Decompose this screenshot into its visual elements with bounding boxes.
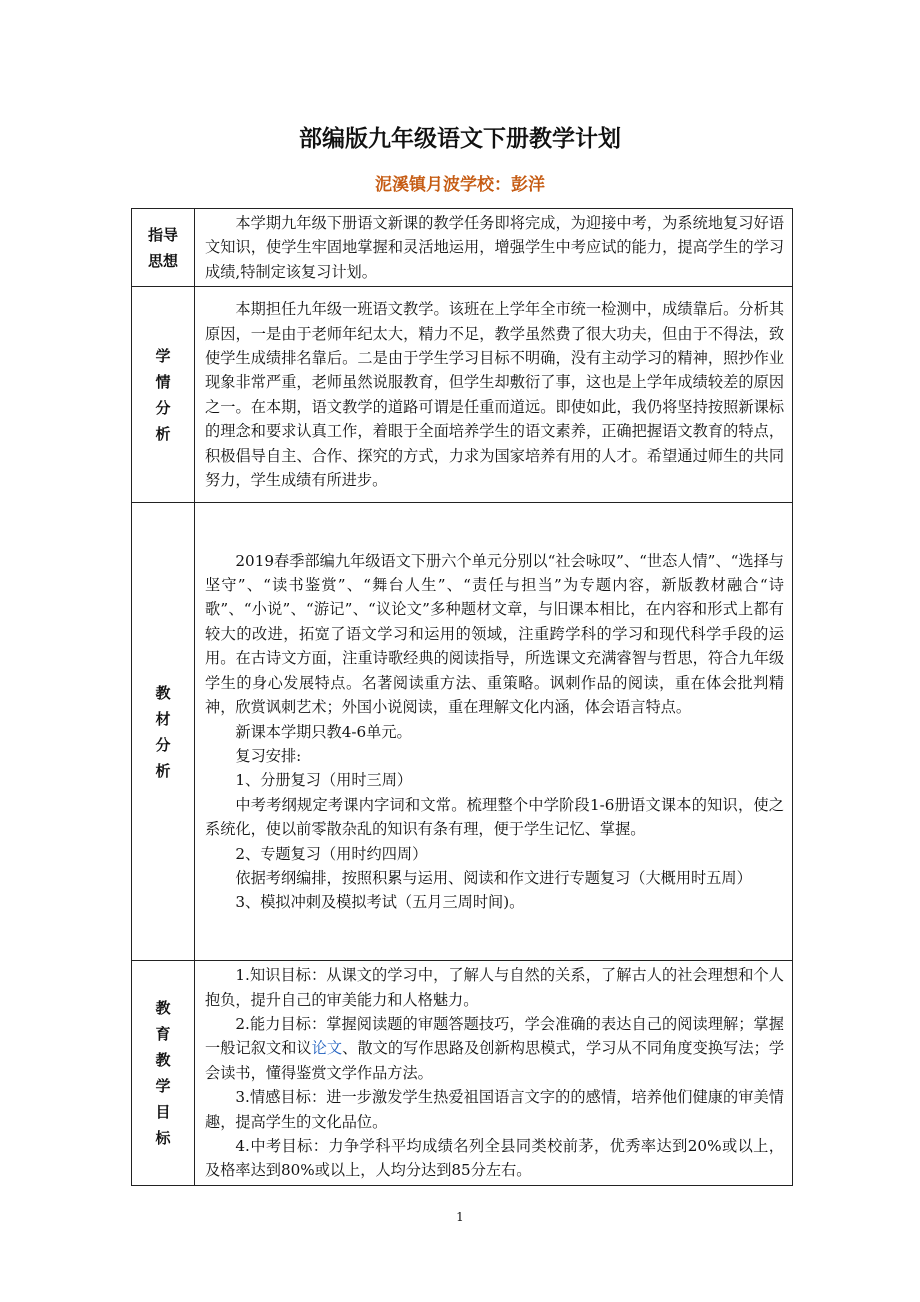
row-textbook bbox=[132, 503, 793, 961]
label-char: 教 bbox=[155, 999, 171, 1018]
page-number: 1 bbox=[456, 1210, 464, 1224]
label-char: 析 bbox=[155, 424, 171, 443]
text-run: 2.能力目标：掌握阅读题的审题答题技巧，学会准确的表达自己的阅读理解；掌握一般记叙文和议 bbox=[205, 1015, 784, 1058]
paragraph: 1.知识目标：从课文的学习中，了解人与自然的关系，了解古人的社会理想和个人抱负，提升自己的审美能力和人格魅力。 bbox=[205, 966, 784, 1009]
label-char: 材 bbox=[155, 709, 171, 728]
label-char: 目 bbox=[155, 1103, 171, 1122]
text-run: 、散文的写作思路及创新构思模式，学习从不同角度变换写法；学会读书，懂得鉴赏文学作品方法。 bbox=[205, 1039, 785, 1082]
row-students bbox=[132, 287, 793, 503]
essay-link[interactable]: 论文 bbox=[311, 1039, 343, 1058]
label-char: 指导 bbox=[147, 225, 178, 244]
paragraph: 2019春季部编九年级语文下册六个单元分别以“社会咏叹”、“世态人情”、“选择与坚守”、“读书鉴赏”、“舞台人生”、“责任与担当”为专题内容，新版教材融合“诗歌”、“小说”、“游记”、“议论文”多种题材文章，与旧课本相比，在内容和形式上都有较大的改进，拓宽了语文学习和运用的领域，注重跨学科的学习和现代科学手段的运用。在古诗文方面，注重诗歌经典的阅读指导，所选课文充满睿智与哲思，符合九年级学生的身心发展特点。名著阅读重方法、重策略。讽刺作品的阅读，重在体会批判精神，欣赏讽刺艺术；外国小说阅读，重在理解文化内涵，体会语言特点。 bbox=[205, 551, 784, 717]
paragraph: 新课本学期只教4-6单元。 bbox=[235, 722, 412, 741]
paragraph: 3.情感目标：进一步激发学生热爱祖国语言文字的的感情，培养他们健康的审美情趣，提高学生的文化品位。 bbox=[205, 1088, 784, 1131]
paragraph: 1、分册复习（用时三周） bbox=[235, 771, 413, 790]
author-line: 泥溪镇月波学校：彭洋 bbox=[375, 175, 545, 195]
paragraph: 中考考纲规定考课内字词和文常。梳理整个中学阶段1-6册语文课本的知识，使之系统化，使以前零散杂乱的知识有条有理，便于学生记忆、掌握。 bbox=[205, 795, 784, 839]
label-char: 分 bbox=[155, 735, 171, 754]
paragraph: 3、模拟冲刺及模拟考试（五月三周时间)。 bbox=[235, 893, 525, 912]
label-char: 情 bbox=[155, 372, 171, 391]
label-guiding bbox=[132, 209, 195, 287]
row-goals bbox=[132, 961, 793, 1186]
paragraph: 本学期九年级下册语文新课的教学任务即将完成，为迎接中考，为系统地复习好语文知识，使学生牢固地掌握和灵活地运用，增强学生中考应试的能力，提高学生的学习成绩,特制定该复习计划。 bbox=[205, 214, 784, 281]
paragraph: 依据考纲编排，按照积累与运用、阅读和作文进行专题复习（大概用时五周） bbox=[235, 868, 752, 887]
content-goals bbox=[195, 961, 793, 1186]
label-char: 学 bbox=[155, 1077, 171, 1096]
label-char: 教 bbox=[155, 683, 171, 702]
label-char: 析 bbox=[155, 761, 171, 780]
label-char: 育 bbox=[155, 1025, 171, 1044]
paragraph: 本期担任九年级一班语文教学。该班在上学年全市统一检测中，成绩靠后。分析其原因，一是由于老师年纪太大，精力不足，教学虽然费了很大功夫，但由于不得法，致使学生成绩排名靠后。二是由于学生学习目标不明确，没有主动学习的精神，照抄作业现象非常严重，老师虽然说服教育，但学生却敷衍了事，这也是上学年成绩较差的原因之一。在本期，语文教学的道路可谓是任重而道远。即使如此，我仍将坚持按照新课标的理念和要求认真工作，着眼于全面培养学生的语文素养，正确把握语文教育的特点，积极倡导自主、合作、探究的方式，力求为国家培养有用的人才。希望通过师生的共同努力，学生成绩有所进步。 bbox=[205, 300, 784, 489]
label-char: 学 bbox=[155, 346, 171, 365]
content-students bbox=[195, 287, 793, 503]
content-textbook bbox=[195, 503, 793, 961]
label-char: 分 bbox=[155, 398, 171, 417]
label-char: 标 bbox=[155, 1129, 171, 1148]
label-students bbox=[132, 287, 195, 503]
paragraph: 复习安排: bbox=[235, 746, 302, 765]
paragraph: 2、专题复习（用时约四周） bbox=[235, 844, 428, 863]
paragraph bbox=[205, 1012, 784, 1085]
label-textbook bbox=[132, 503, 195, 961]
plan-table bbox=[131, 208, 793, 1186]
paragraph: 4.中考目标：力争学科平均成绩名列全县同类校前茅，优秀率达到20%或以上，及格率达到80%或以上，人均分达到85分左右。 bbox=[205, 1137, 784, 1180]
row-guiding bbox=[132, 209, 793, 287]
content-guiding bbox=[195, 209, 793, 287]
page-title: 部编版九年级语文下册教学计划 bbox=[299, 126, 621, 152]
label-char: 思想 bbox=[147, 251, 178, 270]
label-goals bbox=[132, 961, 195, 1186]
label-char: 教 bbox=[155, 1051, 171, 1070]
